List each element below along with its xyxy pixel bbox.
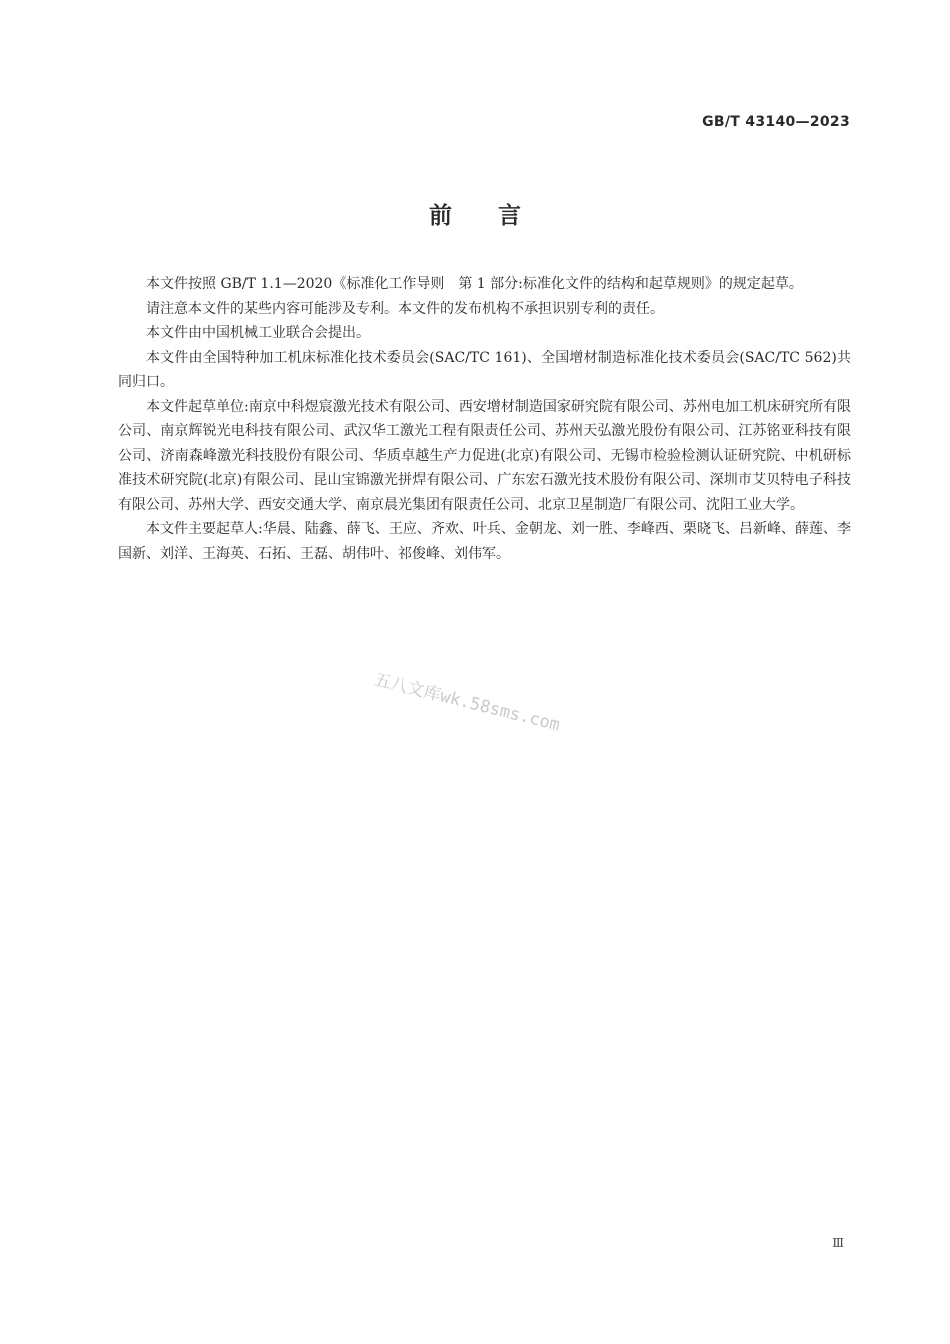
paragraph-technical-committee: 本文件由全国特种加工机床标准化技术委员会(SAC/TC 161)、全国增材制造标准化技术委员会(SAC/TC 562)共同归口。 <box>118 349 851 390</box>
paragraph-drafting-units: 本文件起草单位:南京中科煜宸激光技术有限公司、西安增材制造国家研究院有限公司、苏州电加工机床研究所有限公司、南京辉锐光电科技有限公司、武汉华工激光工程有限责任公司、苏州天弘激光股份有限公司、江苏铭亚科技有限公司、济南森峰激光科技股份有限公司、华质卓越生产力促进(北京)有限公司、无锡市检验检测认证研究院、中机研标准技术研究院(北京)有限公司、昆山宝锦激光拼焊有限公司、广东宏石激光技术股份有限公司、深圳市艾贝特电子科技有限公司、苏州大学、西安交通大学、南京晨光集团有限责任公司、北京卫星制造厂有限公司、沈阳工业大学。 <box>118 398 851 513</box>
watermark-text: 五八文库wk.58sms.com <box>371 669 562 736</box>
foreword-body <box>118 272 851 566</box>
page-number: Ⅲ <box>832 1236 844 1250</box>
standard-number: GB/T 43140—2023 <box>702 114 850 130</box>
page-title: 前言 <box>429 203 567 229</box>
paragraph-main-drafters: 本文件主要起草人:华晨、陆鑫、薛飞、王应、齐欢、叶兵、金朝龙、刘一胜、李峰西、栗晓飞、吕新峰、薛莲、李国新、刘洋、王海英、石拓、王磊、胡伟叶、祁俊峰、刘伟军。 <box>118 521 851 562</box>
paragraph-proposer: 本文件由中国机械工业联合会提出。 <box>146 325 370 341</box>
paragraph-patent-notice: 请注意本文件的某些内容可能涉及专利。本文件的发布机构不承担识别专利的责任。 <box>146 300 664 317</box>
paragraph-drafting-rules: 本文件按照 GB/T 1.1—2020《标准化工作导则 第 1 部分:标准化文件的结构和起草规则》的规定起草。 <box>146 276 803 292</box>
